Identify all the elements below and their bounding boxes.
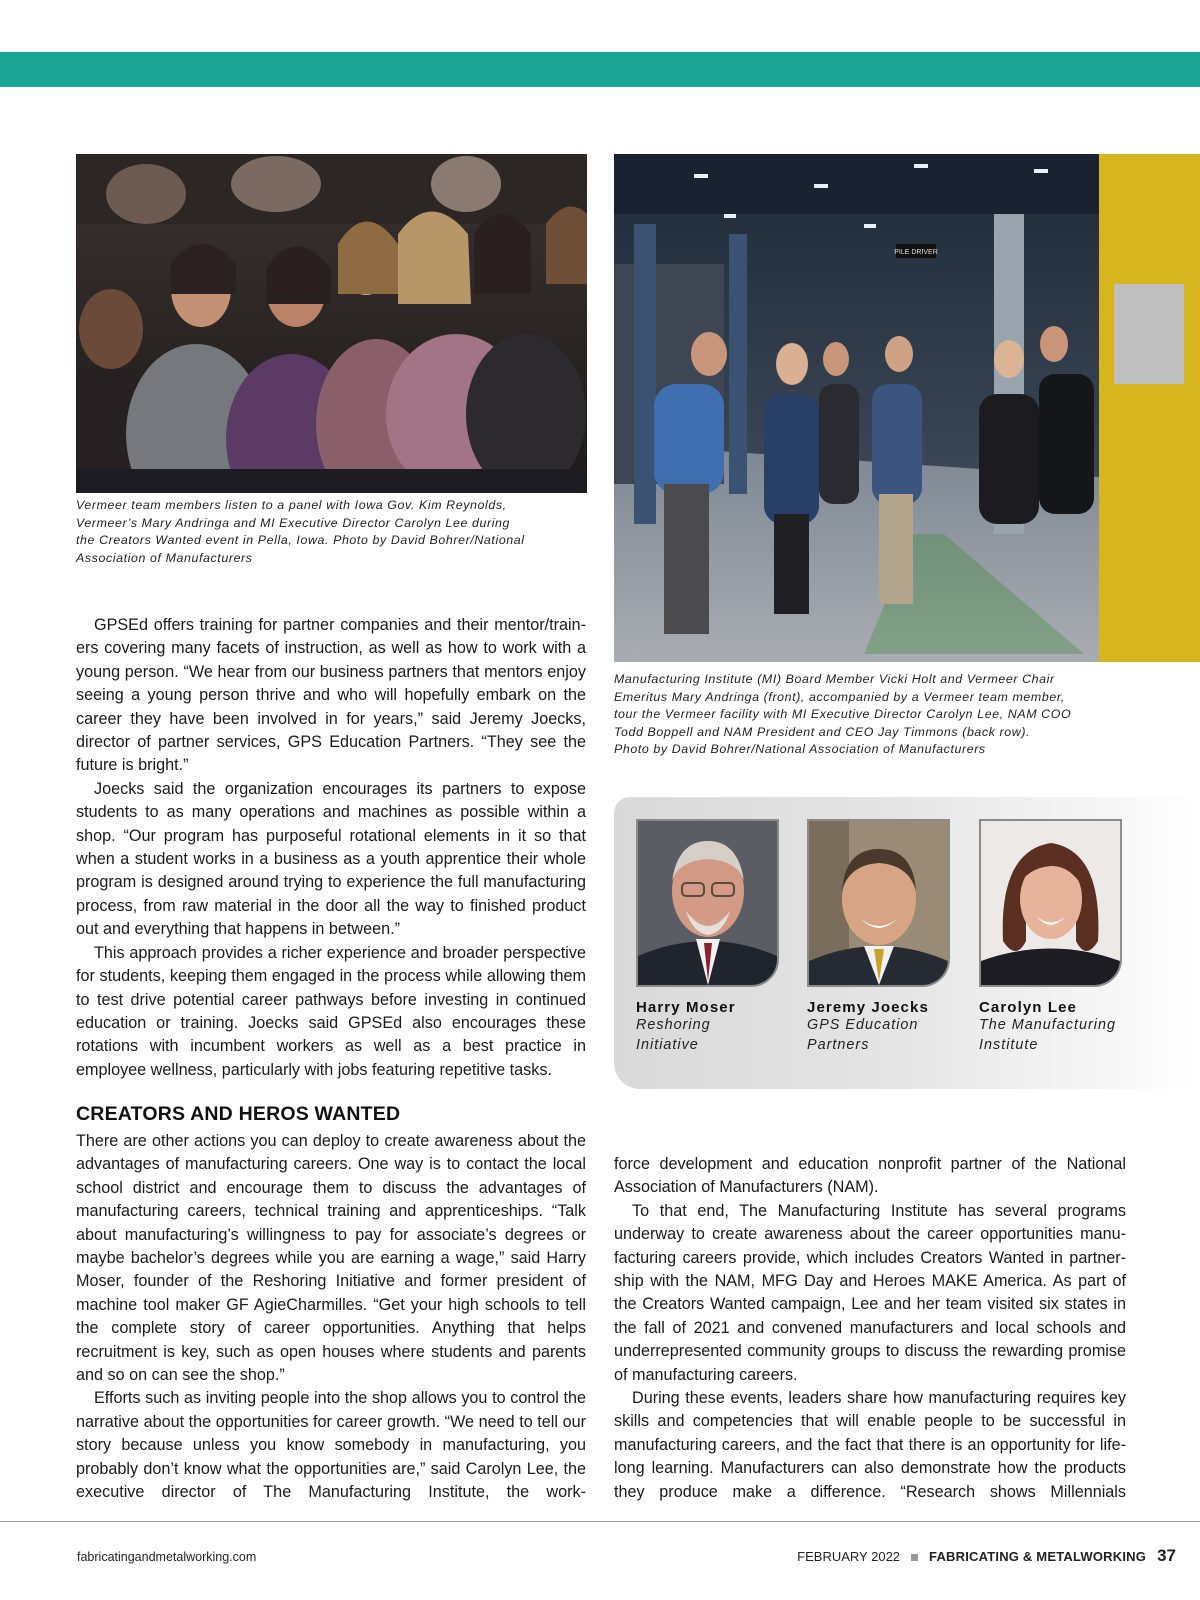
portrait-org-line: Initiative (636, 1036, 699, 1053)
caption-line: Todd Boppell and NAM President and CEO Jay Timmons (back row). (614, 724, 1031, 739)
harry-moser-photo (636, 819, 779, 987)
body-paragraph: To that end, The Manufacturing Institute has several programs underway to create awareness about the career opportunities manufacturing careers provide, which includes Creators Wanted in partnership with the NAM, MFG Day and Heroes MAKE America. As part of the Creators Wanted campaign, Lee and her team visited six states in the fall of 2021 and convened manufacturers and local schools and underrepresented community groups to discuss the rewarding promise of manufacturing careers. (614, 1201, 1126, 1384)
portrait-name: Carolyn Lee (979, 999, 1077, 1016)
portrait-card-jeremy-joecks (807, 819, 950, 1055)
portrait-org-line: GPS Education (807, 1017, 919, 1033)
body-paragraph: There are other actions you can deploy to create awareness about the advantages of manufacturing careers. One way is to contact the local school district and encourage them to discuss the advantages of manufacturing careers, technical training and apprenticeships. “Talk about manufacturing’s willingness to pay for associate’s degrees or maybe bachelor’s degrees while you are earning a wage,” said Harry Moser, founder of the Reshoring Initiative and former president of machine tool maker GF AgieCharmilles. “Get your high schools to tell the complete story of career opportunities. Anything that helps recruitment is key, such as open houses where students and parents and so on can see the shop.” (76, 1132, 586, 1385)
body-paragraph: GPSEd offers training for partner companies and their mentor/trainers covering many facets of instruction, as well as how to work with a young person. “We hear from our business partners that mentors enjoy seeing a young person thrive and who will hopefully embark on the career they have been involved in for years,” said Jeremy Joecks, director of partner services, GPS Education Partners. “They see the future is bright.” (76, 616, 586, 775)
audience-photo (76, 154, 587, 493)
body-paragraph: Joecks said the organization encourages its partners to expose students to as many operations and machines as possible within a shop. “Our program has purposeful rotational elements in it so that when a student works in a business as a youth apprentice their whole program is designed around trying to experience the full manufacturing process, from raw material in the door all the way to finished product out and everything that happens in between.” (76, 779, 586, 939)
body-paragraph: force development and education nonprofit partner of the National Association of Manufacturers (NAM). (614, 1155, 1126, 1197)
portrait-org-line: Institute (979, 1036, 1039, 1053)
portrait-name: Jeremy Joecks (807, 999, 929, 1016)
portrait-name: Harry Moser (636, 999, 736, 1016)
section-heading: CREATORS AND HEROS WANTED (76, 1103, 401, 1125)
caption-line: Manufacturing Institute (MI) Board Member Vicki Holt and Vermeer Chair (614, 672, 1055, 686)
factory-tour-photo-illustration (614, 154, 1200, 662)
caption-line: tour the Vermeer facility with MI Executive Director Carolyn Lee, NAM COO (614, 707, 1072, 721)
right-column-bottom-text (614, 1153, 1126, 1504)
left-column-bottom-text (76, 1130, 586, 1505)
pile-driver-sign: PILE DRIVER (894, 249, 938, 256)
caption-line: Emeritus Mary Andringa (front), accompanied by a Vermeer team member, (614, 689, 1065, 704)
body-paragraph: This approach provides a richer experience and broader perspective for students, keeping them engaged in the process while allowing them to test drive potential career pathways before investing in continued education or training. Joecks said GPSEd also encourages these rotations with incumbent workers as well as a best practice in employee wellness, particularly with jobs featuring repetitive tasks. (76, 943, 586, 1079)
portrait-org-line: Partners (807, 1036, 870, 1053)
body-paragraph: Efforts such as inviting people into the shop allows you to control the narrative about the opportunities for career growth. “We need to tell our story because unless you know somebody in manufacturing, you probably don’t know what the opportunities are,” said Carolyn Lee, the executive director of The Manufacturing Institute, the work- (76, 1389, 586, 1502)
footer-issue-info (797, 1546, 1176, 1566)
footer-website: fabricatingandmetalworking.com (77, 1550, 257, 1564)
audience-photo-illustration (76, 154, 587, 493)
portrait-card-harry-moser (636, 819, 779, 1055)
factory-tour-photo-caption (614, 671, 1071, 759)
portrait-org-line: Reshoring (636, 1017, 711, 1033)
caption-line: Photo by David Bohrer/National Association of Manufacturers (614, 742, 986, 756)
portrait-panel (614, 797, 1200, 1089)
factory-tour-photo (614, 154, 1200, 662)
square-separator-icon (911, 1554, 918, 1561)
footer-magazine-name: FABRICATING & METALWORKING (929, 1549, 1147, 1564)
footer-rule (0, 1521, 1200, 1522)
audience-photo-caption (76, 497, 525, 567)
footer-date: FEBRUARY 2022 (797, 1549, 901, 1564)
left-column-top-text (76, 614, 586, 1082)
caption-line: Vermeer team members listen to a panel with Iowa Gov. Kim Reynolds, (76, 498, 507, 512)
caption-line: the Creators Wanted event in Pella, Iowa. Photo by David Bohrer/National (76, 533, 525, 547)
jeremy-joecks-photo (807, 819, 950, 987)
header-accent-bar (0, 52, 1200, 87)
caption-line: Vermeer’s Mary Andringa and MI Executive Director Carolyn Lee during (76, 515, 511, 530)
portrait-org-line: The Manufacturing (979, 1017, 1116, 1033)
body-paragraph: During these events, leaders share how manufacturing requires key skills and competencies that will enable people to be successful in manufacturing careers, and the fact that there is an opportunity for life-long learning. Manufacturers can also demonstrate how the products they produce make a difference. “Research shows Millennials (614, 1389, 1126, 1501)
carolyn-lee-photo (979, 819, 1122, 987)
portrait-card-carolyn-lee (979, 819, 1122, 1055)
page-number: 37 (1157, 1546, 1176, 1565)
caption-line: Association of Manufacturers (76, 550, 253, 565)
